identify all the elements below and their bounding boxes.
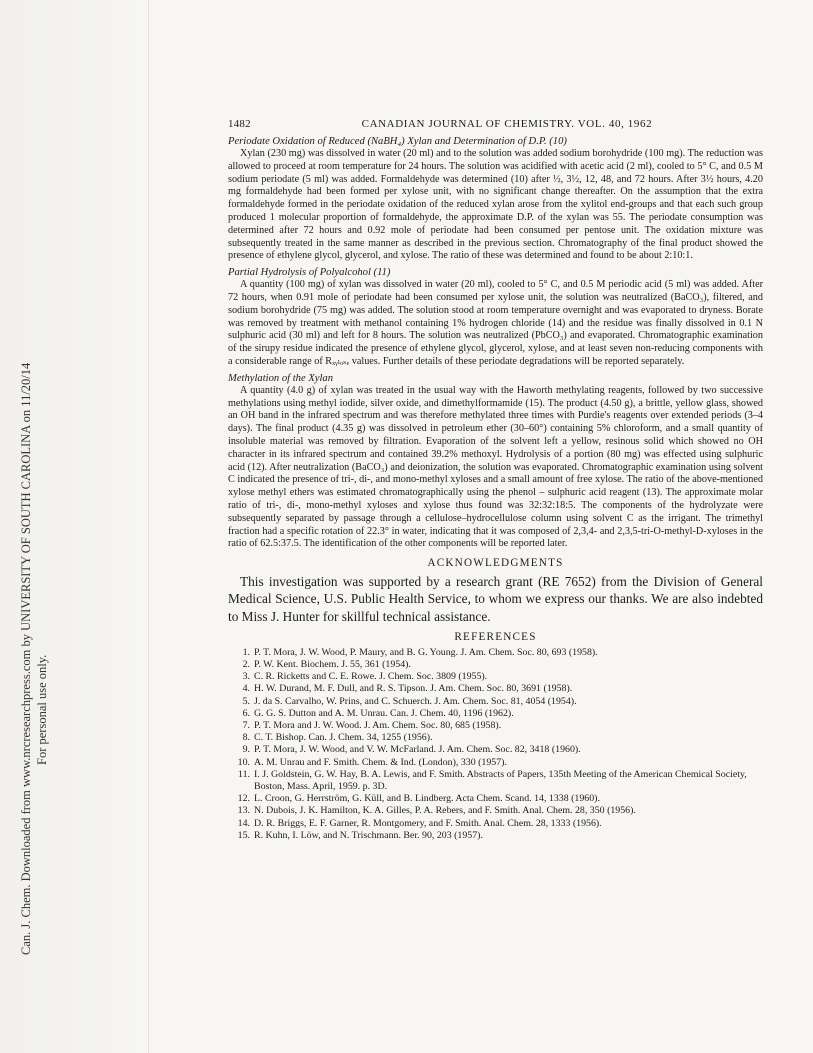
reference-item <box>228 683 763 695</box>
reference-item <box>228 720 763 732</box>
reference-number: 8. <box>242 732 250 744</box>
reference-item <box>228 818 763 830</box>
reference-number: 2. <box>242 658 250 670</box>
page-content <box>228 118 763 842</box>
reference-item <box>228 671 763 683</box>
reference-text: D. R. Briggs, E. F. Garner, R. Montgomery, and F. Smith. Anal. Chem. 28, 1333 (1956). <box>254 817 602 829</box>
reference-text: H. W. Durand, M. F. Dull, and R. S. Tipson. J. Am. Chem. Soc. 80, 3691 (1958). <box>254 683 573 695</box>
reference-number: 4. <box>242 683 250 695</box>
section-body: A quantity (4.0 g) of xylan was treated in the usual way with the Haworth methylating reagents, followed by two successive methylations using methyl iodide, silver oxide, and dimethylformamide (15). The product (4.50 g), a brittle, yellow glass, showed an OH band in the infrared spectrum and was therefore methylated three times with Purdie's reagents over extended periods (3–4 days). The final product (4.35 g) was dissolved in petroleum ether (30–60°) containing 5% chloroform, and a small quantity of insoluble material was removed by filtration. Evaporation of the solvent left a yellow, resinous solid which showed no OH character in its infrared spectrum and contained 39.2% methoxyl. Hydrolysis of a portion (80 mg) was effected using sulphuric acid (12). After neutralization (BaCO₃) and deionization, the solution was evaporated. Chromatographic examination using solvent C indicated the presence of tri-, di-, and mono-methyl xyloses and a small amount of free xylose. The ratio of the above-mentioned xylose methyl ethers was estimated chromatographically using the phenol – sulphuric acid reagent (13). The approximate molar ratio of tri-, di-, mono-methyl xyloses and xylose thus found was 32:32:18:5. The components of the hydrolyzate were subsequently separated by passage through a cellulose–hydrocellulose column using solvent C as the irrigant. The trimethyl fraction had a specific rotation of 22.3° in water, indicating that it was composed of 2,3,4- and 2,3,5-tri-O-methyl-D-xyloses in the ratio of 62.5:37.5. The identification of the other components will be reported later. <box>228 384 763 550</box>
reference-text: I. J. Goldstein, G. W. Hay, B. A. Lewis, and F. Smith. Abstracts of Papers, 135th Meeting of the American Chemical Society, Boston, Mass. April, 1959. p. 3D. <box>254 768 747 792</box>
section-body: A quantity (100 mg) of xylan was dissolved in water (20 ml), cooled to 5° C, and 0.5 M periodic acid (5 ml) was added. After 72 hours, when 0.91 mole of periodate had been consumed per xylose unit, the solution was neutralized (BaCO₃), filtered, and sodium borohydride (75 mg) was added. The solution stood at room temperature overnight and was evaporated to dryness. Borate was removed by treatment with methanol containing 1% hydrogen chloride (14) and the residue was finally dissolved in 0.1 N sulphuric acid (30 ml) and left for 8 hours. The solution was neutralized (PbCO₃) and evaporated. Chromatographic examination of the sirupy residue indicated the presence of ethylene glycol, glycerol, xylose, and at least seven non-reducing components with a considerable range of Rₓᵧₗₒₛₑ values. Further details of these periodate degradations will be reported separately. <box>228 279 763 367</box>
section-title: Periodate Oxidation of Reduced (NaBH₄) Xylan and Determination of D.P. (10) <box>228 136 567 147</box>
reference-number: 3. <box>242 671 250 683</box>
reference-text: G. G. S. Dutton and A. M. Unrau. Can. J. Chem. 40, 1196 (1962). <box>254 707 514 719</box>
reference-number: 5. <box>242 695 250 707</box>
journal-title: CANADIAN JOURNAL OF CHEMISTRY. VOL. 40, 1962 <box>361 118 653 130</box>
reference-number: 14. <box>237 817 250 829</box>
reference-item <box>228 659 763 671</box>
reference-text: A. M. Unrau and F. Smith. Chem. & Ind. (London), 330 (1957). <box>254 756 507 768</box>
reference-item <box>228 708 763 720</box>
reference-number: 10. <box>237 756 250 768</box>
reference-item <box>228 744 763 756</box>
reference-text: R. Kuhn, I. Löw, and N. Trischmann. Ber. 90, 203 (1957). <box>254 829 483 841</box>
reference-text: C. R. Ricketts and C. E. Rowe. J. Chem. Soc. 3809 (1955). <box>254 671 488 683</box>
watermark-line-1: Can. J. Chem. Downloaded from www.nrcresearchpress.com by UNIVERSITY OF SOUTH CAROLINA on 11/20/14 <box>19 362 33 955</box>
reference-text: P. T. Mora and J. W. Wood. J. Am. Chem. Soc. 80, 685 (1958). <box>254 719 502 731</box>
reference-text: P. T. Mora, J. W. Wood, P. Maury, and B. G. Young. J. Am. Chem. Soc. 80, 693 (1958). <box>254 646 598 658</box>
reference-item <box>228 757 763 769</box>
section-title: Partial Hydrolysis of Polyalcohol (11) <box>228 267 391 279</box>
reference-item <box>228 830 763 842</box>
reference-number: 13. <box>237 805 250 817</box>
reference-number: 11. <box>238 768 250 780</box>
acknowledgments-heading: ACKNOWLEDGMENTS <box>427 557 564 570</box>
margin-rule <box>148 0 149 1053</box>
download-watermark <box>18 363 50 955</box>
reference-item <box>228 732 763 744</box>
section-body: Xylan (230 mg) was dissolved in water (20 ml) and to the solution was added sodium borohydride (100 mg). The reduction was allowed to proceed at room temperature for 24 hours. The solution was acidified with acetic acid (2 ml), cooled to 5° C, and 0.5 M sodium periodate (5 ml) was added. Formaldehyde was determined (10) after ½, 3½, 12, 48, and 72 hours. After 3½ hours, 4.20 mg formaldehyde had been formed per xylose unit, with no significant change thereafter. On the assumption that the extra formaldehyde formed in the periodate oxidation of the reduced xylan arose from the xylitol end-groups and that each such group produced 1 molecular proportion of formaldehyde, the approximate D.P. of the xylan was 55. The periodate consumption was determined after 72 hours and 0.92 mole of periodate had been consumed per pentose unit. The oxidation mixture was subsequently treated in the same manner as described in the previous section. Chromatography of the final product showed the presence of ethylene glycol, glycerol, and xylose. The ratio of these was determined and found to be about 2:10:1. <box>228 148 763 262</box>
section-partial-hydrolysis <box>228 266 763 369</box>
reference-item <box>228 805 763 817</box>
section-title: Methylation of the Xylan <box>228 372 334 384</box>
reference-number: 1. <box>242 646 250 658</box>
section-methylation <box>228 372 763 551</box>
reference-text: P. T. Mora, J. W. Wood, and V. W. McFarland. J. Am. Chem. Soc. 82, 3418 (1960). <box>254 744 581 756</box>
reference-item <box>228 769 763 793</box>
running-head <box>228 118 763 130</box>
reference-item <box>228 793 763 805</box>
reference-item <box>228 647 763 659</box>
reference-text: C. T. Bishop. Can. J. Chem. 34, 1255 (1956). <box>254 732 433 744</box>
watermark-line-2: For personal use only. <box>35 654 49 765</box>
reference-number: 9. <box>242 744 250 756</box>
reference-list <box>228 647 763 842</box>
reference-number: 15. <box>237 829 250 841</box>
reference-text: N. Dubois, J. K. Hamilton, K. A. Gilles, P. A. Rebers, and F. Smith. Anal. Chem. 28, 350 (1956). <box>254 805 636 817</box>
reference-text: P. W. Kent. Biochem. J. 55, 361 (1954). <box>254 658 411 670</box>
page-number: 1482 <box>228 118 251 130</box>
reference-item <box>228 696 763 708</box>
acknowledgments-text: This investigation was supported by a research grant (RE 7652) from the Division of General Medical Science, U.S. Public Health Service, to whom we express our thanks. We are also indebted to Miss J. Hunter for skillful technical assistance. <box>228 574 763 624</box>
section-periodate-oxidation <box>228 135 763 263</box>
references-heading: REFERENCES <box>454 630 537 643</box>
reference-text: J. da S. Carvalho, W. Prins, and C. Schuerch. J. Am. Chem. Soc. 81, 4054 (1954). <box>254 695 577 707</box>
reference-number: 7. <box>242 719 250 731</box>
reference-number: 6. <box>242 707 250 719</box>
reference-number: 12. <box>237 793 250 805</box>
reference-text: L. Croon, G. Herrström, G. Küll, and B. Lindberg. Acta Chem. Scand. 14, 1338 (1960). <box>254 793 600 805</box>
